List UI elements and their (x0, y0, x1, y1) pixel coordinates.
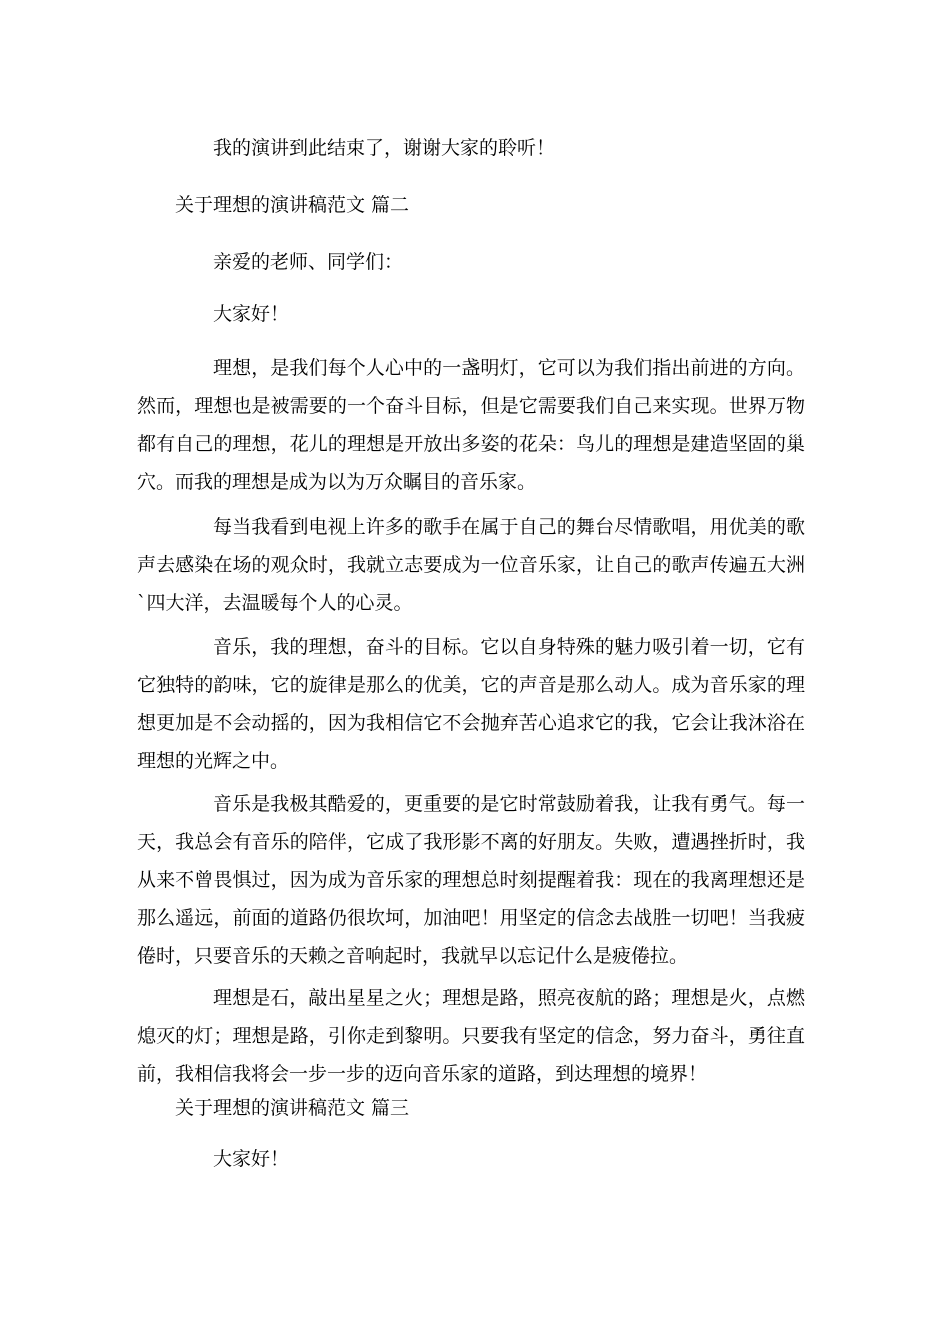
section-title-2: 关于理想的演讲稿范文 篇二 (175, 194, 410, 216)
salutation: 亲爱的老师、同学们： (213, 251, 404, 273)
section-title-3: 关于理想的演讲稿范文 篇三 (175, 1097, 410, 1119)
closing-line: 我的演讲到此结束了，谢谢大家的聆听！ (213, 137, 556, 159)
greeting: 大家好！ (213, 303, 290, 325)
paragraph-4: 音乐是我极其酷爱的，更重要的是它时常鼓励着我，让我有勇气。每一天，我总会有音乐的陪伴，它成了我形影不离的好朋友。失败，遭遇挫折时，我从来不曾畏惧过，因为成为音乐家的理想总时刻提醒着我：现在的我离理想还是那么遥远，前面的道路仍很坎坷，加油吧！用坚定的信念去战胜一切吧！当我疲倦时，只要音乐的天赖之音响起时，我就早以忘记什么是疲倦拉。 (137, 793, 805, 967)
paragraph-3: 音乐，我的理想，奋斗的目标。它以自身特殊的魅力吸引着一切，它有它独特的韵味，它的旋律是那么的优美，它的声音是那么动人。成为音乐家的理想更加是不会动摇的，因为我相信它不会抛弃苦心追求它的我，它会让我沐浴在理想的光辉之中。 (137, 636, 805, 772)
paragraph-1: 理想，是我们每个人心中的一盏明灯，它可以为我们指出前进的方向。然而，理想也是被需要的一个奋斗目标，但是它需要我们自己来实现。世界万物都有自己的理想，花儿的理想是开放出多姿的花朵：鸟儿的理想是建造坚固的巢穴。而我的理想是成为以为万众瞩目的音乐家。 (137, 357, 805, 493)
paragraph-2: 每当我看到电视上许多的歌手在属于自己的舞台尽情歌唱，用优美的歌声去感染在场的观众时，我就立志要成为一位音乐家，让自己的歌声传遍五大洲`四大洋，去温暖每个人的心灵。 (137, 516, 805, 614)
paragraph-5: 理想是石，敲出星星之火；理想是路，照亮夜航的路；理想是火，点燃熄灭的灯；理想是路，引你走到黎明。只要我有坚定的信念，努力奋斗，勇往直前，我相信我将会一步一步的迈向音乐家的道路，到达理想的境界！ (137, 987, 805, 1085)
greeting-3: 大家好！ (213, 1148, 290, 1170)
